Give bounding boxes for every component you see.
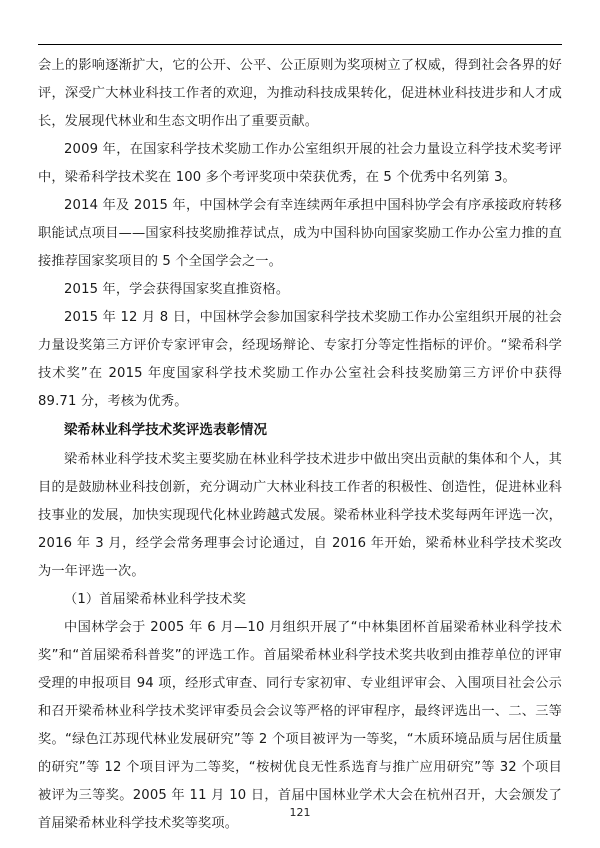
paragraph: 2015 年 12 月 8 日，中国林学会参加国家科学技术奖励工作办公室组织开展的社会力量设奖第三方评价专家评审会，经现场辩论、专家打分等定性指标的评价。“梁希科学技术奖”在 2015 年度国家科学技术奖励工作办公室社会科技奖励第三方评价中获得 89.71 分，考核为优秀。 (38, 310, 562, 409)
paragraph: 中国林学会于 2005 年 6 月—10 月组织开展了“中林集团杯首届梁希林业科学技术奖”和“首届梁希科普奖”的评选工作。首届梁希林业科学技术奖共收到由推荐单位的评审受理的申报项目 94 项，经形式审查、同行专家初审、专业组评审会、入围项目社会公示和召开梁希林业科学技术奖评审委员会会议等严格的评审程序，最终评选出一、二、三等奖。“绿色江苏现代林业发展研究”等 2 个项目被评为一等奖，“木质环境品质与居住质量的研究”等 12 个项目评为二等奖，“桉树优良无性系选育与推广应用研究”等 32 个项目被评为三等奖。2005 年 11 月 10 日，首届中国林业学术大会在杭州召开，大会颁发了首届梁希林业科学技术奖等奖项。 (38, 620, 562, 831)
paragraph: 2015 年，学会获得国家奖直推资格。 (64, 282, 290, 297)
header-rule (38, 44, 562, 45)
paragraph: 会上的影响逐渐扩大，它的公开、公平、公正原则为奖项树立了权威，得到社会各界的好评，深受广大林业科技工作者的欢迎，为推动科技成果转化，促进林业科技进步和人才成长，发展现代林业和生态文明作出了重要贡献。 (38, 58, 562, 129)
paragraph: （1）首届梁希林业科学技术奖 (64, 592, 246, 607)
section-heading: 梁希林业科学技术奖评选表彰情况 (64, 423, 268, 438)
page-number: 121 (289, 806, 311, 819)
paragraph: 梁希林业科学技术奖主要奖励在林业科学技术进步中做出突出贡献的集体和个人，其目的是鼓励林业科技创新，充分调动广大林业科技工作者的积极性、创造性，促进林业科技事业的发展，加快实现现代化林业跨越式发展。梁希林业科学技术奖每两年评选一次，2016 年 3 月，经学会常务理事会讨论通过，自 2016 年开始，梁希林业科学技术奖改为一年评选一次。 (38, 452, 562, 579)
paragraph: 2009 年，在国家科学技术奖励工作办公室组织开展的社会力量设立科学技术奖考评中，梁希科学技术奖在 100 多个考评奖项中荣获优秀，在 5 个优秀中名列第 3。 (38, 142, 562, 185)
paragraph: 2014 年及 2015 年，中国林学会有幸连续两年承担中国科协学会有序承接政府转移职能试点项目——国家科技奖励推荐试点，成为中国科协向国家奖励工作办公室力推的直接推荐国家奖项目的 5 个全国学会之一。 (38, 198, 562, 269)
page-body (38, 52, 562, 838)
